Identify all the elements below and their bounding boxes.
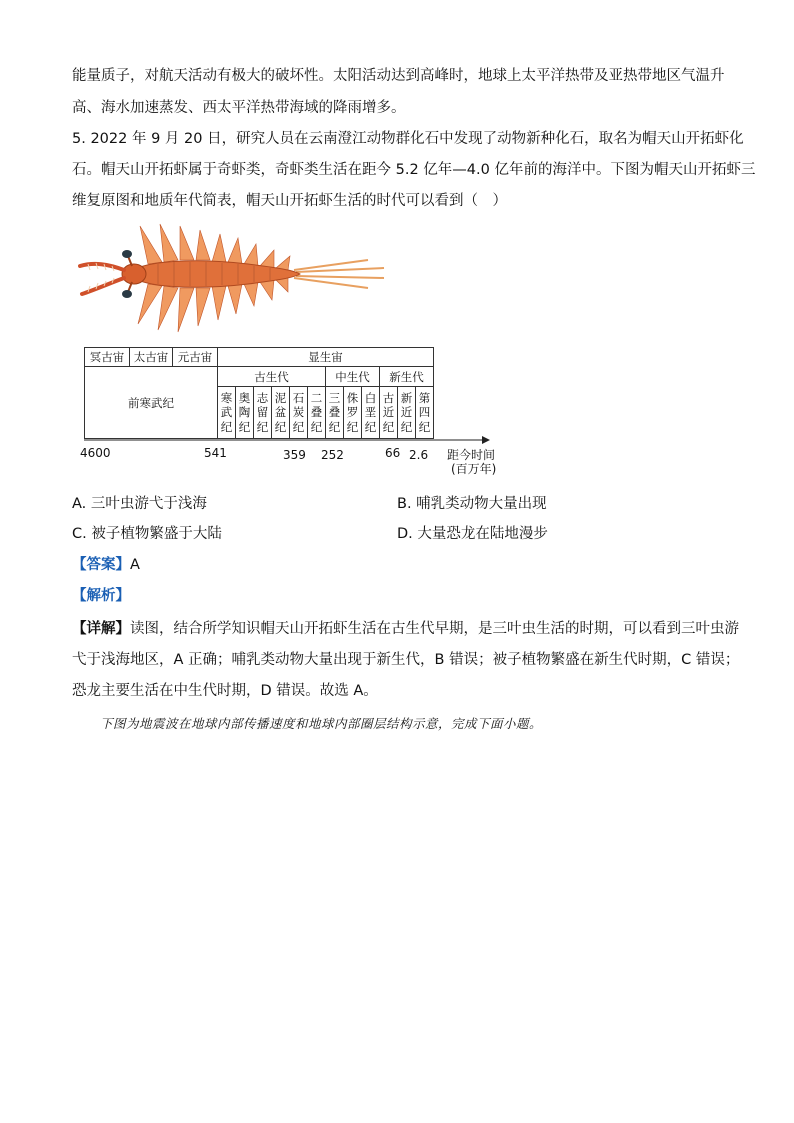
period-char: 纪	[256, 419, 269, 434]
period-char: 石	[292, 390, 305, 405]
period-char: 盆	[274, 405, 287, 420]
period-char: 纪	[328, 419, 341, 434]
period-char: 侏	[346, 390, 359, 405]
period-cell	[254, 387, 272, 439]
period-char: 纪	[292, 419, 305, 434]
era-cenozoic: 新生代	[380, 367, 434, 387]
period-char: 奥	[238, 390, 251, 405]
intro-line-2: 高、海水加速蒸发、西太平洋热带海域的降雨增多。	[72, 100, 406, 116]
period-char: 纪	[418, 419, 431, 434]
next-question-intro: 下图为地震波在地球内部传播速度和地球内部圈层结构示意，完成下面小题。	[100, 716, 543, 731]
era-mesozoic: 中生代	[326, 367, 380, 387]
eon-proterozoic: 元古宙	[173, 348, 218, 367]
question-line-2: 石。帽天山开拓虾属于奇虾类，奇虾类生活在距今 5.2 亿年—4.0 亿年前的海洋中。下图为帽天山开拓虾三	[72, 162, 756, 178]
period-char: 新	[400, 390, 413, 405]
period-char: 纪	[274, 419, 287, 434]
anomalocaris-illustration	[78, 222, 388, 334]
answer-label: 【答案】	[72, 557, 130, 573]
period-char: 纪	[346, 419, 359, 434]
period-char: 纪	[310, 419, 323, 434]
period-cell	[236, 387, 254, 439]
answer-value: A	[130, 557, 140, 573]
period-cell	[416, 387, 434, 439]
tick-4600: 4600	[80, 446, 111, 460]
time-axis	[84, 434, 494, 446]
period-char: 二	[310, 390, 323, 405]
period-char: 志	[256, 390, 269, 405]
period-char: 纪	[220, 419, 233, 434]
intro-line-1: 能量质子，对航天活动有极大的破坏性。太阳活动达到高峰时，地球上太平洋热带及亚热带地区气温升	[72, 68, 725, 84]
axis-unit: (百万年)	[451, 462, 497, 476]
period-char: 罗	[346, 405, 359, 420]
period-cell	[398, 387, 416, 439]
eon-hadean: 冥古宙	[85, 348, 130, 367]
option-a: A. 三叶虫游弋于浅海	[72, 496, 207, 512]
period-cell	[344, 387, 362, 439]
eon-archean: 太古宙	[130, 348, 173, 367]
period-char: 泥	[274, 390, 287, 405]
period-char: 武	[220, 405, 233, 420]
period-char: 三	[328, 390, 341, 405]
analysis-line	[72, 586, 130, 606]
period-char: 陶	[238, 405, 251, 420]
period-char: 寒	[220, 390, 233, 405]
answer-line	[72, 555, 140, 575]
period-char: 白	[364, 390, 377, 405]
period-char: 叠	[328, 405, 341, 420]
period-char: 第	[418, 390, 431, 405]
period-char: 近	[382, 405, 395, 420]
period-cell	[380, 387, 398, 439]
option-d: D. 大量恐龙在陆地漫步	[397, 526, 548, 542]
era-paleozoic: 古生代	[218, 367, 326, 387]
tick-541: 541	[204, 446, 227, 460]
period-char: 近	[400, 405, 413, 420]
tick-252: 252	[321, 448, 344, 462]
period-cell	[326, 387, 344, 439]
period-cell	[272, 387, 290, 439]
axis-title: 距今时间	[447, 448, 496, 462]
detail-line-3: 恐龙主要生活在中生代时期，D 错误。故选 A。	[72, 683, 378, 699]
period-char: 叠	[310, 405, 323, 420]
tick-359: 359	[283, 448, 306, 462]
precambrian-cell: 前寒武纪	[85, 367, 218, 439]
period-char: 纪	[382, 419, 395, 434]
period-char: 四	[418, 405, 431, 420]
period-char: 垩	[364, 405, 377, 420]
period-char: 纪	[400, 419, 413, 434]
period-cell	[362, 387, 380, 439]
question-line-1: 5. 2022 年 9 月 20 日，研究人员在云南澄江动物群化石中发现了动物新种化石，取名为帽天山开拓虾化	[72, 131, 744, 147]
detail-line-1	[72, 619, 739, 639]
period-cell	[290, 387, 308, 439]
period-char: 留	[256, 405, 269, 420]
option-c: C. 被子植物繁盛于大陆	[72, 526, 222, 542]
analysis-label: 【解析】	[72, 588, 130, 604]
tick-2.6: 2.6	[409, 448, 429, 462]
period-char: 纪	[238, 419, 251, 434]
period-char: 炭	[292, 405, 305, 420]
period-char: 纪	[364, 419, 377, 434]
period-cell	[308, 387, 326, 439]
period-char: 古	[382, 390, 395, 405]
tick-66: 66	[385, 446, 401, 460]
option-b: B. 哺乳类动物大量出现	[397, 496, 547, 512]
question-line-3: 维复原图和地质年代简表，帽天山开拓虾生活的时代可以看到（ ）	[72, 193, 507, 209]
detail-line-2: 弋于浅海地区，A 正确；哺乳类动物大量出现于新生代，B 错误；被子植物繁盛在新生代时期，C 错误；	[72, 652, 740, 668]
detail-text-1: 读图，结合所学知识帽天山开拓虾生活在古生代早期，是三叶虫生活的时期，可以看到三叶虫游	[130, 621, 739, 637]
detail-label: 【详解】	[72, 621, 130, 637]
geologic-time-table	[84, 347, 434, 439]
period-cell	[218, 387, 236, 439]
eon-phanerozoic: 显生宙	[218, 348, 434, 367]
